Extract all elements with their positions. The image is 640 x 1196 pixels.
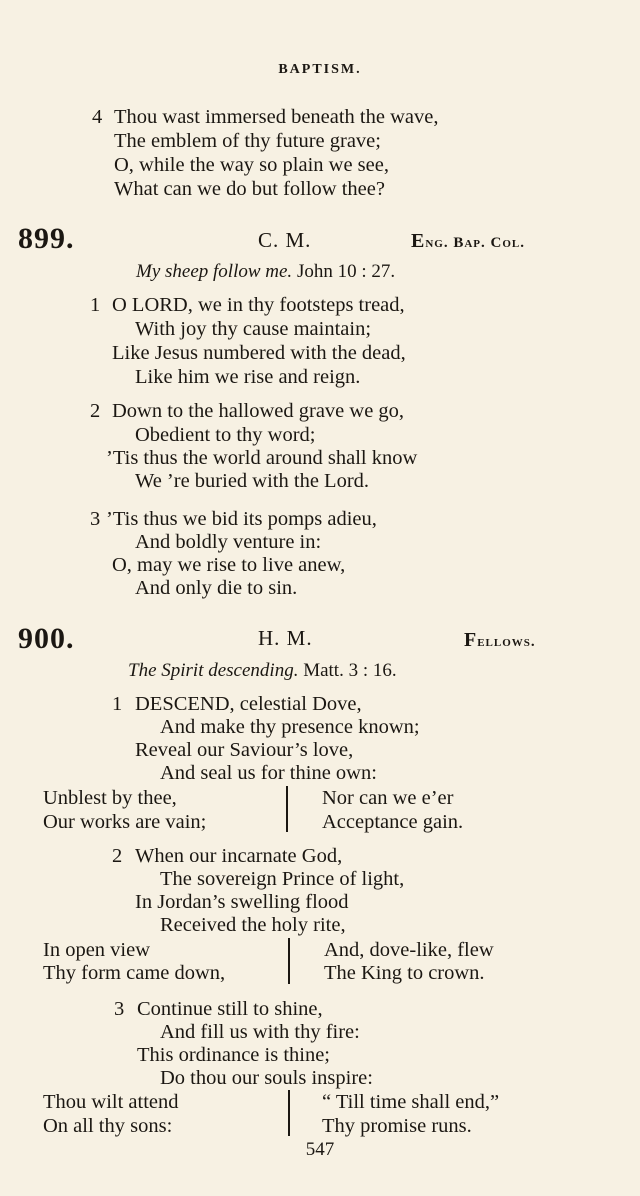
- verse-line: And only die to sin.: [135, 577, 298, 599]
- verse-line: We ’re buried with the Lord.: [135, 470, 370, 492]
- verse-line: Reveal our Saviour’s love,: [135, 739, 354, 761]
- verse-line: Like him we rise and reign.: [135, 366, 361, 388]
- verse-line: O, while the way so plain we see,: [114, 154, 389, 176]
- verse-line: DESCEND, celestial Dove,: [135, 693, 362, 715]
- verse-line: When our incarnate God,: [135, 845, 343, 867]
- epigraph: The Spirit descending. Matt. 3 : 16.: [128, 660, 397, 681]
- hymn-meter: H. M.: [258, 626, 313, 650]
- hymn-number: 900.: [18, 622, 75, 655]
- verse-line: Received the holy rite,: [160, 914, 346, 936]
- verse-line-left: On all thy sons:: [43, 1115, 173, 1137]
- stanza-number: 4: [92, 106, 103, 128]
- verse-line-right: The King to crown.: [324, 962, 485, 984]
- epigraph: My sheep follow me. John 10 : 27.: [136, 261, 396, 282]
- verse-line: Down to the hallowed grave we go,: [112, 400, 405, 422]
- column-divider: [286, 786, 288, 832]
- verse-line-right: Acceptance gain.: [322, 811, 464, 833]
- stanza-number: 3: [90, 508, 101, 530]
- verse-line: The emblem of thy future grave;: [114, 130, 381, 152]
- verse-line: Obedient to thy word;: [135, 424, 316, 446]
- verse-line: ’Tis thus we bid its pomps adieu,: [106, 508, 377, 530]
- hymn-meter: C. M.: [258, 228, 312, 252]
- verse-line-right: And, dove-like, flew: [324, 939, 494, 961]
- verse-line-left: Thy form came down,: [43, 962, 226, 984]
- verse-line-right: Thy promise runs.: [322, 1115, 472, 1137]
- page-number: 547: [305, 1139, 335, 1160]
- verse-line-left: In open view: [43, 939, 151, 961]
- verse-line: The sovereign Prince of light,: [160, 868, 405, 890]
- verse-line-left: Unblest by thee,: [43, 787, 177, 809]
- stanza-number: 3: [114, 998, 125, 1020]
- verse-line: ’Tis thus the world around shall know: [106, 447, 418, 469]
- verse-line: And fill us with thy fire:: [160, 1021, 360, 1043]
- verse-line: Continue still to shine,: [137, 998, 323, 1020]
- verse-line: Do thou our souls inspire:: [160, 1067, 373, 1089]
- tune-name: Eng. Bap. Col.: [411, 230, 525, 252]
- verse-line: And make thy presence known;: [160, 716, 420, 738]
- column-divider: [288, 938, 290, 984]
- hymn-number: 899.: [18, 222, 75, 255]
- verse-line: Thou wast immersed beneath the wave,: [114, 106, 439, 128]
- column-divider: [288, 1090, 290, 1136]
- verse-line-left: Our works are vain;: [43, 811, 207, 833]
- verse-line-right: “ Till time shall end,”: [322, 1091, 500, 1113]
- verse-line: O LORD, we in thy footsteps tread,: [112, 294, 405, 316]
- verse-line: O, may we rise to live anew,: [112, 554, 346, 576]
- verse-line: And boldly venture in:: [135, 531, 322, 553]
- verse-line: What can we do but follow thee?: [114, 178, 385, 200]
- verse-line: In Jordan’s swelling flood: [135, 891, 349, 913]
- running-head: BAPTISM.: [278, 62, 362, 77]
- stanza-number: 2: [90, 400, 101, 422]
- verse-line: Like Jesus numbered with the dead,: [112, 342, 406, 364]
- verse-line-right: Nor can we e’er: [322, 787, 454, 809]
- verse-line: This ordinance is thine;: [137, 1044, 330, 1066]
- verse-line-left: Thou wilt attend: [43, 1091, 179, 1113]
- verse-line: With joy thy cause maintain;: [135, 318, 372, 340]
- tune-name: Fellows.: [464, 629, 536, 651]
- stanza-number: 1: [90, 294, 101, 316]
- stanza-number: 1: [112, 693, 123, 715]
- stanza-number: 2: [112, 845, 123, 867]
- verse-line: And seal us for thine own:: [160, 762, 377, 784]
